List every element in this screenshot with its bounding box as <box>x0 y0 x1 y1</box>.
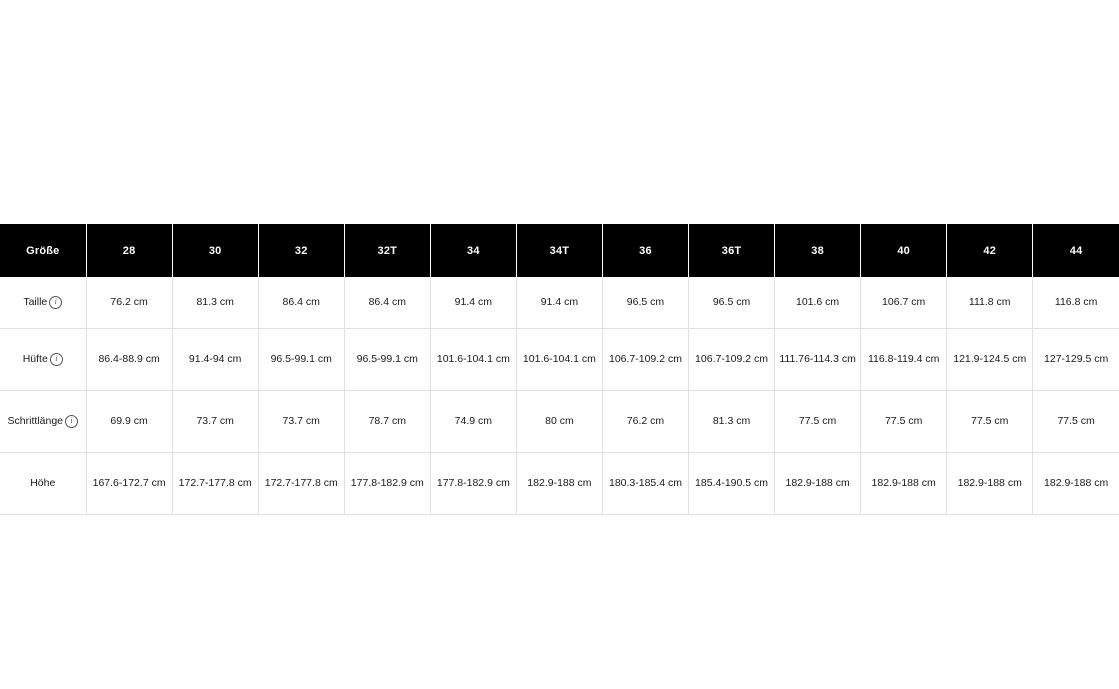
size-chart-header <box>0 224 1119 277</box>
header-size-30: 30 <box>172 224 258 277</box>
header-size-40: 40 <box>861 224 947 277</box>
cell-hoehe-34t: 182.9-188 cm <box>516 453 602 515</box>
header-measurement-label: Größe <box>0 224 86 277</box>
header-size-36: 36 <box>602 224 688 277</box>
cell-taille-36: 96.5 cm <box>602 277 688 329</box>
cell-huefte-28: 86.4-88.9 cm <box>86 329 172 391</box>
cell-huefte-36: 106.7-109.2 cm <box>602 329 688 391</box>
cell-hoehe-38: 182.9-188 cm <box>775 453 861 515</box>
size-chart-body <box>0 277 1119 515</box>
cell-huefte-44: 127-129.5 cm <box>1033 329 1119 391</box>
cell-hoehe-42: 182.9-188 cm <box>947 453 1033 515</box>
cell-taille-34: 91.4 cm <box>430 277 516 329</box>
header-size-32: 32 <box>258 224 344 277</box>
row-label-text: Höhe <box>30 477 56 490</box>
row-label-text: Taille <box>23 296 48 309</box>
table-row <box>0 453 1119 515</box>
cell-schrittlaenge-30: 73.7 cm <box>172 391 258 453</box>
cell-huefte-30: 91.4-94 cm <box>172 329 258 391</box>
row-label-text: Hüfte <box>22 353 48 366</box>
cell-hoehe-32: 172.7-177.8 cm <box>258 453 344 515</box>
cell-taille-32t: 86.4 cm <box>344 277 430 329</box>
cell-taille-32: 86.4 cm <box>258 277 344 329</box>
header-size-42: 42 <box>947 224 1033 277</box>
cell-taille-38: 101.6 cm <box>775 277 861 329</box>
cell-schrittlaenge-28: 69.9 cm <box>86 391 172 453</box>
header-row <box>0 224 1119 277</box>
cell-huefte-38: 111.76-114.3 cm <box>775 329 861 391</box>
cell-schrittlaenge-32t: 78.7 cm <box>344 391 430 453</box>
cell-hoehe-28: 167.6-172.7 cm <box>86 453 172 515</box>
header-size-38: 38 <box>775 224 861 277</box>
cell-hoehe-30: 172.7-177.8 cm <box>172 453 258 515</box>
cell-hoehe-34: 177.8-182.9 cm <box>430 453 516 515</box>
cell-schrittlaenge-44: 77.5 cm <box>1033 391 1119 453</box>
row-label-hoehe <box>0 453 86 515</box>
cell-taille-34t: 91.4 cm <box>516 277 602 329</box>
info-icon[interactable]: i <box>49 296 62 309</box>
cell-hoehe-36t: 185.4-190.5 cm <box>689 453 775 515</box>
cell-schrittlaenge-36t: 81.3 cm <box>689 391 775 453</box>
cell-taille-40: 106.7 cm <box>861 277 947 329</box>
header-size-32t: 32T <box>344 224 430 277</box>
cell-taille-28: 76.2 cm <box>86 277 172 329</box>
row-label-text: Schrittlänge <box>7 415 63 428</box>
cell-huefte-34: 101.6-104.1 cm <box>430 329 516 391</box>
header-size-34: 34 <box>430 224 516 277</box>
header-size-28: 28 <box>86 224 172 277</box>
cell-huefte-34t: 101.6-104.1 cm <box>516 329 602 391</box>
cell-huefte-32: 96.5-99.1 cm <box>258 329 344 391</box>
cell-taille-42: 111.8 cm <box>947 277 1033 329</box>
cell-huefte-32t: 96.5-99.1 cm <box>344 329 430 391</box>
cell-schrittlaenge-38: 77.5 cm <box>775 391 861 453</box>
row-label-taille <box>0 277 86 329</box>
cell-schrittlaenge-36: 76.2 cm <box>602 391 688 453</box>
cell-taille-30: 81.3 cm <box>172 277 258 329</box>
header-size-44: 44 <box>1069 244 1083 257</box>
table-row <box>0 277 1119 329</box>
table-row <box>0 391 1119 453</box>
cell-taille-36t: 96.5 cm <box>689 277 775 329</box>
cell-schrittlaenge-40: 77.5 cm <box>861 391 947 453</box>
cell-huefte-40: 116.8-119.4 cm <box>861 329 947 391</box>
size-chart-table <box>0 224 1119 515</box>
table-row <box>0 329 1119 391</box>
row-label-schrittlaenge <box>0 391 86 453</box>
cell-schrittlaenge-34t: 80 cm <box>516 391 602 453</box>
cell-hoehe-44: 182.9-188 cm <box>1033 453 1119 515</box>
cell-schrittlaenge-42: 77.5 cm <box>947 391 1033 453</box>
cell-schrittlaenge-34: 74.9 cm <box>430 391 516 453</box>
cell-taille-44: 116.8 cm <box>1033 277 1119 329</box>
row-label-huefte <box>0 329 86 391</box>
cell-huefte-42: 121.9-124.5 cm <box>947 329 1033 391</box>
cell-schrittlaenge-32: 73.7 cm <box>258 391 344 453</box>
cell-hoehe-40: 182.9-188 cm <box>861 453 947 515</box>
cell-hoehe-36: 180.3-185.4 cm <box>602 453 688 515</box>
cell-huefte-36t: 106.7-109.2 cm <box>689 329 775 391</box>
header-size-34t: 34T <box>516 224 602 277</box>
size-chart-container <box>0 224 1119 515</box>
header-size-36t: 36T <box>689 224 775 277</box>
info-icon[interactable]: i <box>50 353 63 366</box>
info-icon[interactable]: i <box>65 415 78 428</box>
cell-hoehe-32t: 177.8-182.9 cm <box>344 453 430 515</box>
